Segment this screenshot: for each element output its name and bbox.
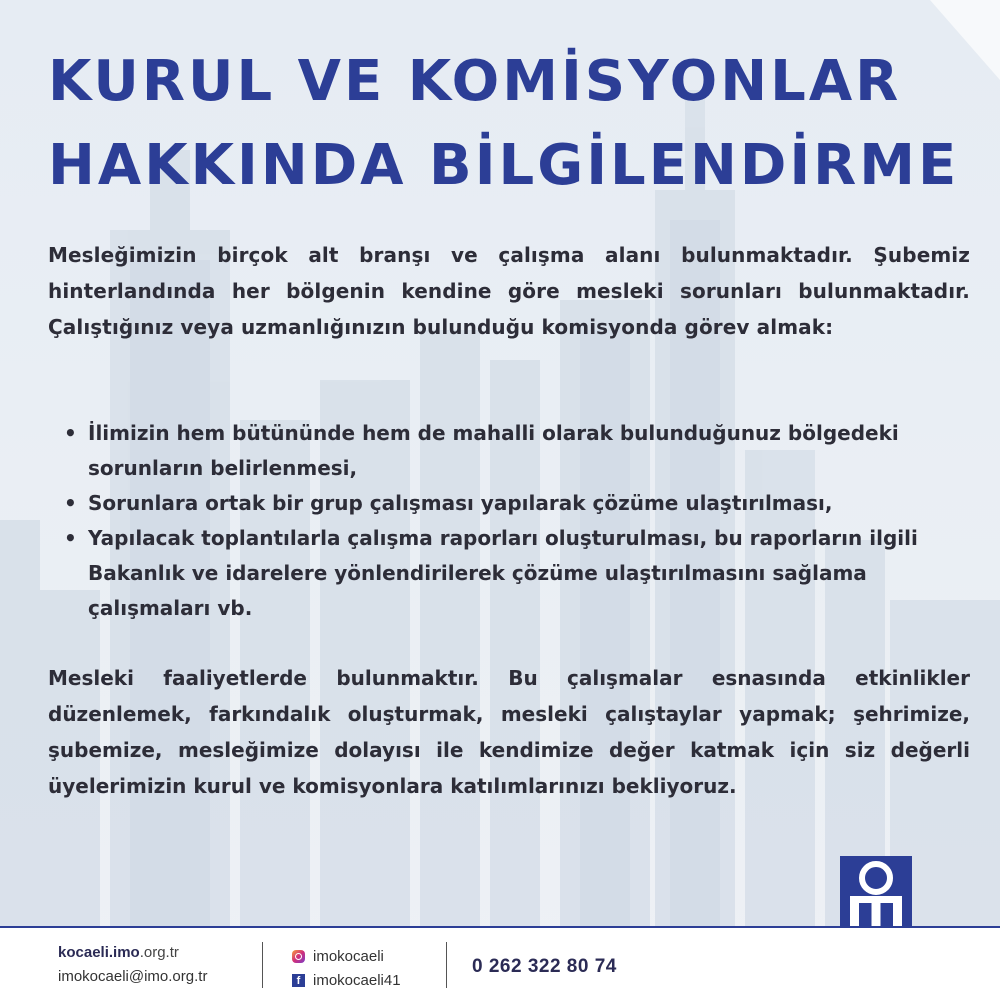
- page-title: [48, 40, 968, 208]
- title-line-1: KURUL VE KOMİSYONLAR: [48, 49, 902, 114]
- website-link[interactable]: [58, 944, 179, 961]
- bullet-item: [64, 486, 964, 521]
- website-main: kocaeli.imo: [58, 944, 140, 961]
- bullet-marker: •: [64, 421, 77, 445]
- closing-paragraph: Mesleki faaliyetlerde bulunmaktır. Bu çalışmalar esnasında etkinlikler düzenlemek, farkındalık oluşturmak, mesleki çalıştaylar yapmak; şehrimize, şubemize, mesleğimize dolayısı ile kendimize değer katmak için siz değerli üyelerimizin kurul ve komisyonlara katılımlarınızı bekliyoruz.: [48, 666, 970, 798]
- bullet-text: İlimizin hem bütününde hem de mahalli olarak bulunduğunuz bölgedeki sorunların belirlenmesi,: [88, 421, 899, 480]
- intro-paragraph: Mesleğimizin birçok alt branşı ve çalışma alanı bulunmaktadır. Şubemiz hinterlandında her bölgenin kendine göre mesleki sorunları bulunmaktadır. Çalıştığınız veya uzmanlığınızın bulunduğu komisyonda görev almak:: [48, 243, 970, 339]
- footer-divider: [446, 942, 447, 988]
- footer-divider: [262, 942, 263, 988]
- facebook-icon: f: [292, 974, 305, 987]
- bullet-text: Yapılacak toplantılarla çalışma raporları oluşturulması, bu raporların ilgili Bakanlık ve idarelere yönlendirilerek çözüme ulaştırılmasını sağlama çalışmaları vb.: [88, 526, 918, 620]
- instagram-handle: imokocaeli: [313, 947, 384, 965]
- bullet-marker: •: [64, 526, 77, 550]
- social-links: [292, 944, 401, 992]
- bullet-item: [64, 416, 964, 486]
- facebook-handle: imokocaeli41: [313, 971, 401, 989]
- instagram-link[interactable]: [292, 944, 401, 968]
- instagram-icon: [292, 950, 305, 963]
- footer: [0, 926, 1000, 1000]
- imo-logo: [840, 856, 912, 934]
- bullet-item: [64, 521, 964, 626]
- title-line-2: HAKKINDA BİLGİLENDİRME: [48, 133, 960, 198]
- phone-number[interactable]: 0 262 322 80 74: [472, 956, 617, 977]
- bullet-text: Sorunlara ortak bir grup çalışması yapılarak çözüme ulaştırılması,: [88, 491, 833, 515]
- bullet-marker: •: [64, 491, 77, 515]
- website-rest: .org.tr: [139, 944, 179, 961]
- email-link[interactable]: imokocaeli@imo.org.tr: [58, 968, 208, 985]
- bullet-list: [64, 416, 964, 626]
- facebook-link[interactable]: [292, 968, 401, 992]
